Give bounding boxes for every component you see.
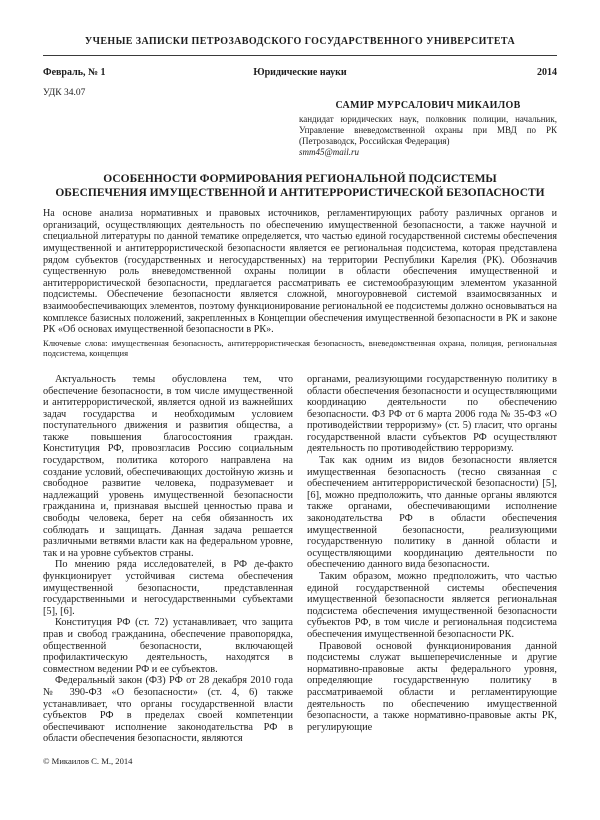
- keywords-list: имущественная безопасность, антитеррористическая безопасность, вневедомственная охрана, полиция, региональная подсистема, концепция: [43, 337, 557, 359]
- issue-meta-row: [43, 67, 557, 79]
- article-title-line1: ОСОБЕННОСТИ ФОРМИРОВАНИЯ РЕГИОНАЛЬНОЙ ПОДСИСТЕМЫ: [103, 173, 497, 186]
- body-columns: [43, 374, 557, 745]
- keywords: [43, 338, 557, 359]
- right-column: [307, 374, 557, 745]
- body-paragraph: Так как одним из видов безопасности является имущественная безопасность (тесно связанная с обеспечением антитеррористической безопасности) [5], [6], можно предположить, что данные органы являются также органами, обеспечивающими исполнение законодательства РФ в области обеспечения имущественной безопасности, реализующими государственную политику в данной области и осуществляющими координацию деятельности по обеспечению данного вида безопасности.: [307, 455, 557, 571]
- body-paragraph: Федеральный закон (ФЗ) РФ от 28 декабря 2010 года № 390-ФЗ «О безопасности» (ст. 4, 6) также устанавливает, что органы государственной власти субъектов РФ в пределах своей компетенции обеспечивают исполнение законодательства РФ в области обеспечения безопасности, являются: [43, 675, 293, 745]
- article-title: [43, 173, 557, 200]
- body-paragraph: органами, реализующими государственную политику в области обеспечения безопасности и осуществляющими координацию деятельности по обеспечению безопасности. ФЗ РФ от 6 марта 2006 года № 35-ФЗ «О противодействии терроризму» (ст. 5) гласит, что органы государственной власти субъектов РФ осуществляют деятельность по противодействию терроризму.: [307, 373, 557, 455]
- issue-year: 2014: [536, 67, 557, 78]
- author-affiliation: кандидат юридических наук, полковник полиции, начальник, Управление вневедомственной охраны при МВД по РК (Петрозаводск, Российская Федерация): [299, 114, 557, 146]
- abstract: На основе анализа нормативных и правовых источников, регламентирующих работу различных органов и организаций, осуществляющих деятельность по обеспечению имущественной безопасности, а также научной и специальной литературы по данной тематике определяется, что частью единой государственной системы обеспечения имущественной и антитеррористической безопасности является ее региональная подсистема, которая представлена рядом субъектов (государственных и негосударственных) на территории Республики Карелия (РК). Обозначив существенную роль вневедомственной охраны полиции в области обеспечения имущественной и антитеррористической безопасности, предлагается рассматривать ее системообразующим элементом указанной подсистемы. Обеспечение безопасности является сложной, многоуровневой системой взаимосвязанных и взаимообеспечивающих элементов, поэтому функционирование региональной ее подсистемы должно основываться на комплексе базисных положений, закрепленных в Концепции обеспечения имущественной безопасности в РК и законе РК «Об основах имущественной безопасности в РК».: [43, 208, 557, 336]
- header-divider: [43, 55, 557, 56]
- issue-number: Февраль, № 1: [43, 67, 106, 78]
- author-block: [299, 100, 557, 158]
- body-paragraph: Актуальность темы обусловлена тем, что обеспечение безопасности, в том числе имущественной и антитеррористической, является одной из важнейших задач государства и необходимым условием поступательного движения и развития общества, а также повышения благосостояния граждан. Конституция РФ, провозгласив Россию социальным государством, политика которого направлена на создание условий, обеспечивающих достойную жизнь и свободное развитие человека, подразумевает и надлежащий уровень имущественной безопасности гражданина и, признавая высшей ценностью права и свободы человека, берет на себя обязанность их соблюдать и защищать. Данная задача решается различными ветвями власти как на федеральном уровне, так и на уровне субъектов страны.: [43, 373, 293, 559]
- udc-code: УДК 34.07: [43, 88, 86, 98]
- body-paragraph: По мнению ряда исследователей, в РФ де-факто функционирует устойчивая система обеспечения имущественной безопасности, представленная государственными и негосударственными субъектами [5], [6].: [43, 559, 293, 617]
- body-paragraph: Таким образом, можно предположить, что частью единой государственной системы обеспечения имущественной безопасности является региональная подсистема обеспечения имущественной безопасности субъектов РФ, в том числе и региональная подсистема обеспечения имущественной безопасности РК.: [307, 571, 557, 640]
- keywords-label: Ключевые слова:: [43, 337, 108, 348]
- journal-title: УЧЕНЫЕ ЗАПИСКИ ПЕТРОЗАВОДСКОГО ГОСУДАРСТВЕННОГО УНИВЕРСИТЕТА: [84, 36, 516, 47]
- left-column: [43, 374, 293, 745]
- copyright-line: © Микаилов С. М., 2014: [43, 755, 133, 766]
- author-email: smm45@mail.ru: [299, 147, 360, 158]
- article-title-line2: ОБЕСПЕЧЕНИЯ ИМУЩЕСТВЕННОЙ И АНТИТЕРРОРИСТИЧЕСКОЙ БЕЗОПАСНОСТИ: [55, 186, 545, 199]
- body-paragraph: Правовой основой функционирования данной подсистемы служат вышеперечисленные и другие нормативно-правовые акты федерального уровня, определяющие государственную политику в рассматриваемой области и регламентирующие деятельность по обеспечению имущественной безопасности, а также нормативно-правовые акты РК, регулирующие: [307, 640, 557, 733]
- body-paragraph: Конституция РФ (ст. 72) устанавливает, что защита прав и свобод гражданина, обеспечение правопорядка, общественной безопасности, включающей профилактическую деятельность, находятся в совместном ведении РФ и ее субъектов.: [43, 617, 293, 675]
- author-name: САМИР МУРСАЛОВИЧ МИКАИЛОВ: [335, 100, 521, 111]
- journal-section: Юридические науки: [253, 67, 347, 78]
